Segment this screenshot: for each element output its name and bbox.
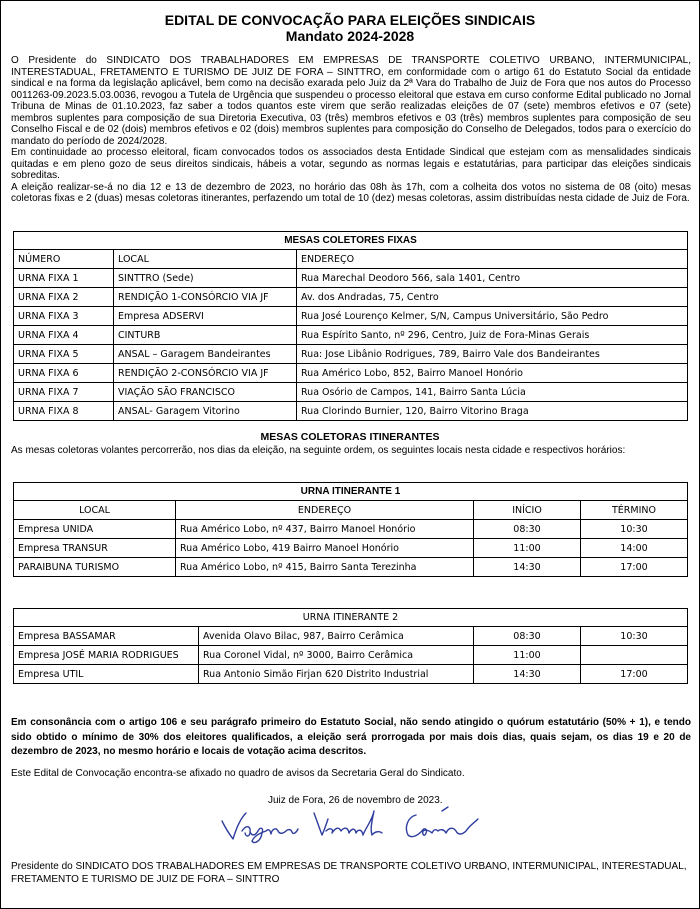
cell-number: URNA FIXA 6 <box>14 364 114 383</box>
cell-address: Rua Osório de Campos, 141, Bairro Santa Lúcia <box>297 383 688 402</box>
table-row <box>14 520 688 539</box>
cell-address: Rua: Jose Libânio Rodrigues, 789, Bairro Vale dos Bandeirantes <box>297 345 688 364</box>
table-row <box>14 307 688 326</box>
table-row <box>14 383 688 402</box>
cell-address: Rua Américo Lobo, 419 Bairro Manoel Honório <box>176 539 474 558</box>
cell-address: Rua Américo Lobo, 852, Bairro Manoel Honório <box>297 364 688 383</box>
cell-local: CINTURB <box>114 326 297 345</box>
cell-start: 08:30 <box>474 627 581 646</box>
column-header: LOCAL <box>14 501 176 520</box>
cell-local: Empresa JOSÉ MARIA RODRIGUES <box>14 646 199 665</box>
cell-local: RENDIÇÃO 1-CONSÓRCIO VIA JF <box>114 288 297 307</box>
cell-local: Empresa UTIL <box>14 665 199 684</box>
column-header: INÍCIO <box>474 501 581 520</box>
table-row <box>14 364 688 383</box>
cell-end <box>581 646 688 665</box>
itinerant-2-table <box>13 608 688 684</box>
table-caption: URNA ITINERANTE 1 <box>14 483 688 501</box>
cell-start: 11:00 <box>474 539 581 558</box>
cell-number: URNA FIXA 1 <box>14 269 114 288</box>
cell-start: 11:00 <box>474 646 581 665</box>
cell-address: Rua Marechal Deodoro 566, sala 1401, Centro <box>297 269 688 288</box>
itinerant-heading: MESAS COLETORAS ITINERANTES <box>260 431 440 443</box>
cell-address: Avenida Olavo Bilac, 987, Bairro Cerâmica <box>199 627 474 646</box>
table-row <box>14 269 688 288</box>
cell-end: 17:00 <box>581 558 688 577</box>
cell-local: Empresa UNIDA <box>14 520 176 539</box>
cell-local: ANSAL- Garagem Vitorino <box>114 402 297 421</box>
cell-number: URNA FIXA 3 <box>14 307 114 326</box>
cell-local: SINTTRO (Sede) <box>114 269 297 288</box>
fixed-tables-table <box>13 231 688 421</box>
table-caption: URNA ITINERANTE 2 <box>14 609 688 627</box>
cell-number: URNA FIXA 5 <box>14 345 114 364</box>
cell-number: URNA FIXA 2 <box>14 288 114 307</box>
table-row <box>14 646 688 665</box>
column-header: LOCAL <box>114 250 297 269</box>
cell-address: Rua Américo Lobo, nº 437, Bairro Manoel Honório <box>176 520 474 539</box>
cell-end: 14:00 <box>581 539 688 558</box>
cell-start: 08:30 <box>474 520 581 539</box>
cell-number: URNA FIXA 7 <box>14 383 114 402</box>
signature-drawing <box>220 805 480 845</box>
cell-end: 10:30 <box>581 627 688 646</box>
column-header: ENDEREÇO <box>176 501 474 520</box>
table-row <box>14 402 688 421</box>
cell-local: RENDIÇÃO 2-CONSÓRCIO VIA JF <box>114 364 297 383</box>
cell-address: Rua Espírito Santo, nº 296, Centro, Juiz de Fora-Minas Gerais <box>297 326 688 345</box>
column-header: NÚMERO <box>14 250 114 269</box>
table-header-row <box>14 250 688 269</box>
cell-address: Rua Américo Lobo, nº 415, Bairro Santa Terezinha <box>176 558 474 577</box>
cell-address: Rua Clorindo Burnier, 120, Bairro Vitorino Braga <box>297 402 688 421</box>
cell-start: 14:30 <box>474 558 581 577</box>
cell-local: Empresa TRANSUR <box>14 539 176 558</box>
cell-local: Empresa ADSERVI <box>114 307 297 326</box>
table-row <box>14 345 688 364</box>
table-row <box>14 665 688 684</box>
affixed-notice: Este Edital de Convocação encontra-se afixado no quadro de avisos da Secretaria Geral do Sindicato. <box>11 768 465 779</box>
intro-text <box>11 55 691 205</box>
table-caption: MESAS COLETORES FIXAS <box>14 232 688 250</box>
intro-paragraph-3: A eleição realizar-se-á no dia 12 e 13 de dezembro de 2023, no horário das 08h às 17h, com a colheita dos votos no sistema de 08 (oito) mesas coletoras fixas e 2 (duas) mesas coletoras itinerantes, perfazendo um total de 10 (dez) mesas coletoras, assim distribuídas nesta cidade de Juiz de Fora. <box>11 181 691 204</box>
document-subtitle: Mandato 2024-2028 <box>285 28 415 44</box>
cell-local: VIAÇÃO SÃO FRANCISCO <box>114 383 297 402</box>
cell-number: URNA FIXA 8 <box>14 402 114 421</box>
cell-end: 10:30 <box>581 520 688 539</box>
cell-start: 14:30 <box>474 665 581 684</box>
cell-number: URNA FIXA 4 <box>14 326 114 345</box>
column-header: ENDEREÇO <box>297 250 688 269</box>
table-header-row <box>14 501 688 520</box>
itinerant-note: As mesas coletoras volantes percorrerão, nos dias da eleição, na seguinte ordem, os seguintes locais nesta cidade e respectivos horários: <box>11 445 626 456</box>
date-line: Juiz de Fora, 26 de novembro de 2023. <box>268 795 443 806</box>
table-row <box>14 558 688 577</box>
table-row <box>14 627 688 646</box>
cell-address: Av. dos Andradas, 75, Centro <box>297 288 688 307</box>
cell-address: Rua Coronel Vidal, nº 3000, Bairro Cerâmica <box>199 646 474 665</box>
table-row <box>14 288 688 307</box>
document-title: EDITAL DE CONVOCAÇÃO PARA ELEIÇÕES SINDICAIS <box>164 12 536 28</box>
table-row <box>14 326 688 345</box>
quorum-paragraph: Em consonância com o artigo 106 e seu parágrafo primeiro do Estatuto Social, não sendo atingido o quórum estatutário (50% + 1), e tendo sido obtido o mínimo de 30% dos eleitores qualificados, a eleição será prorrogada por mais dois dias, quais sejam, os dias 19 e 20 de dezembro de 2023, no mesmo horário e locais de votação acima descritos. <box>11 717 691 757</box>
cell-end: 17:00 <box>581 665 688 684</box>
footer-text: Presidente do SINDICATO DOS TRABALHADORES EM EMPRESAS DE TRANSPORTE COLETIVO URBANO, INTERMUNICIPAL, INTERESTADUAL, FRETAMENTO E TURISMO DE JUIZ DE FORA – SINTTRO <box>11 861 687 885</box>
cell-local: PARAIBUNA TURISMO <box>14 558 176 577</box>
cell-local: Empresa BASSAMAR <box>14 627 199 646</box>
itinerant-1-table <box>13 482 688 577</box>
intro-paragraph-1: O Presidente do SINDICATO DOS TRABALHADORES EM EMPRESAS DE TRANSPORTE COLETIVO URBANO, INTERMUNICIPAL, INTERESTADUAL, FRETAMENTO E TURISMO DE JUIZ DE FORA – SINTTRO, em conformidade com o artigo 61 do Estatuto Social da entidade sindical e na forma da legislação aplicável, bem como na decisão exarada pelo Juiz da 2ª Vara do Trabalho de Juiz de Fora que nos autos do Processo 0011263-09.2023.5.03.0036, revogou a Tutela de Urgência que suspendeu o processo eleitoral que estava em curso conforme Edital publicado no Jornal Tribuna de Minas de 01.10.2023, faz saber a todos quantos este virem que serão realizadas eleições de 07 (sete) membros efetivos e 07 (sete) membros suplentes para composição de sua Diretoria Executiva, 03 (três) membros efetivos e 03 (três) membros suplentes para composição de seu Conselho Fiscal e de 02 (dois) membros efetivos e 02 (dois) membros suplentes para composição do Conselho de Delegados, todos para o exercício do mandato do período de 2024/2028. <box>11 55 691 147</box>
column-header: TÉRMINO <box>581 501 688 520</box>
cell-address: Rua José Lourenço Kelmer, S/N, Campus Universitário, São Pedro <box>297 307 688 326</box>
table-row <box>14 539 688 558</box>
cell-address: Rua Antonio Simão Firjan 620 Distrito Industrial <box>199 665 474 684</box>
signature <box>220 805 480 850</box>
cell-local: ANSAL – Garagem Bandeirantes <box>114 345 297 364</box>
intro-paragraph-2: Em continuidade ao processo eleitoral, ficam convocados todos os associados desta Entidade Sindical que estejam com as mensalidades sindicais quitadas e em pleno gozo de seus direitos sindicais, hábeis a votar, segundo as normas legais e estatutárias, para participar das eleições sindicais sobreditas. <box>11 147 691 181</box>
